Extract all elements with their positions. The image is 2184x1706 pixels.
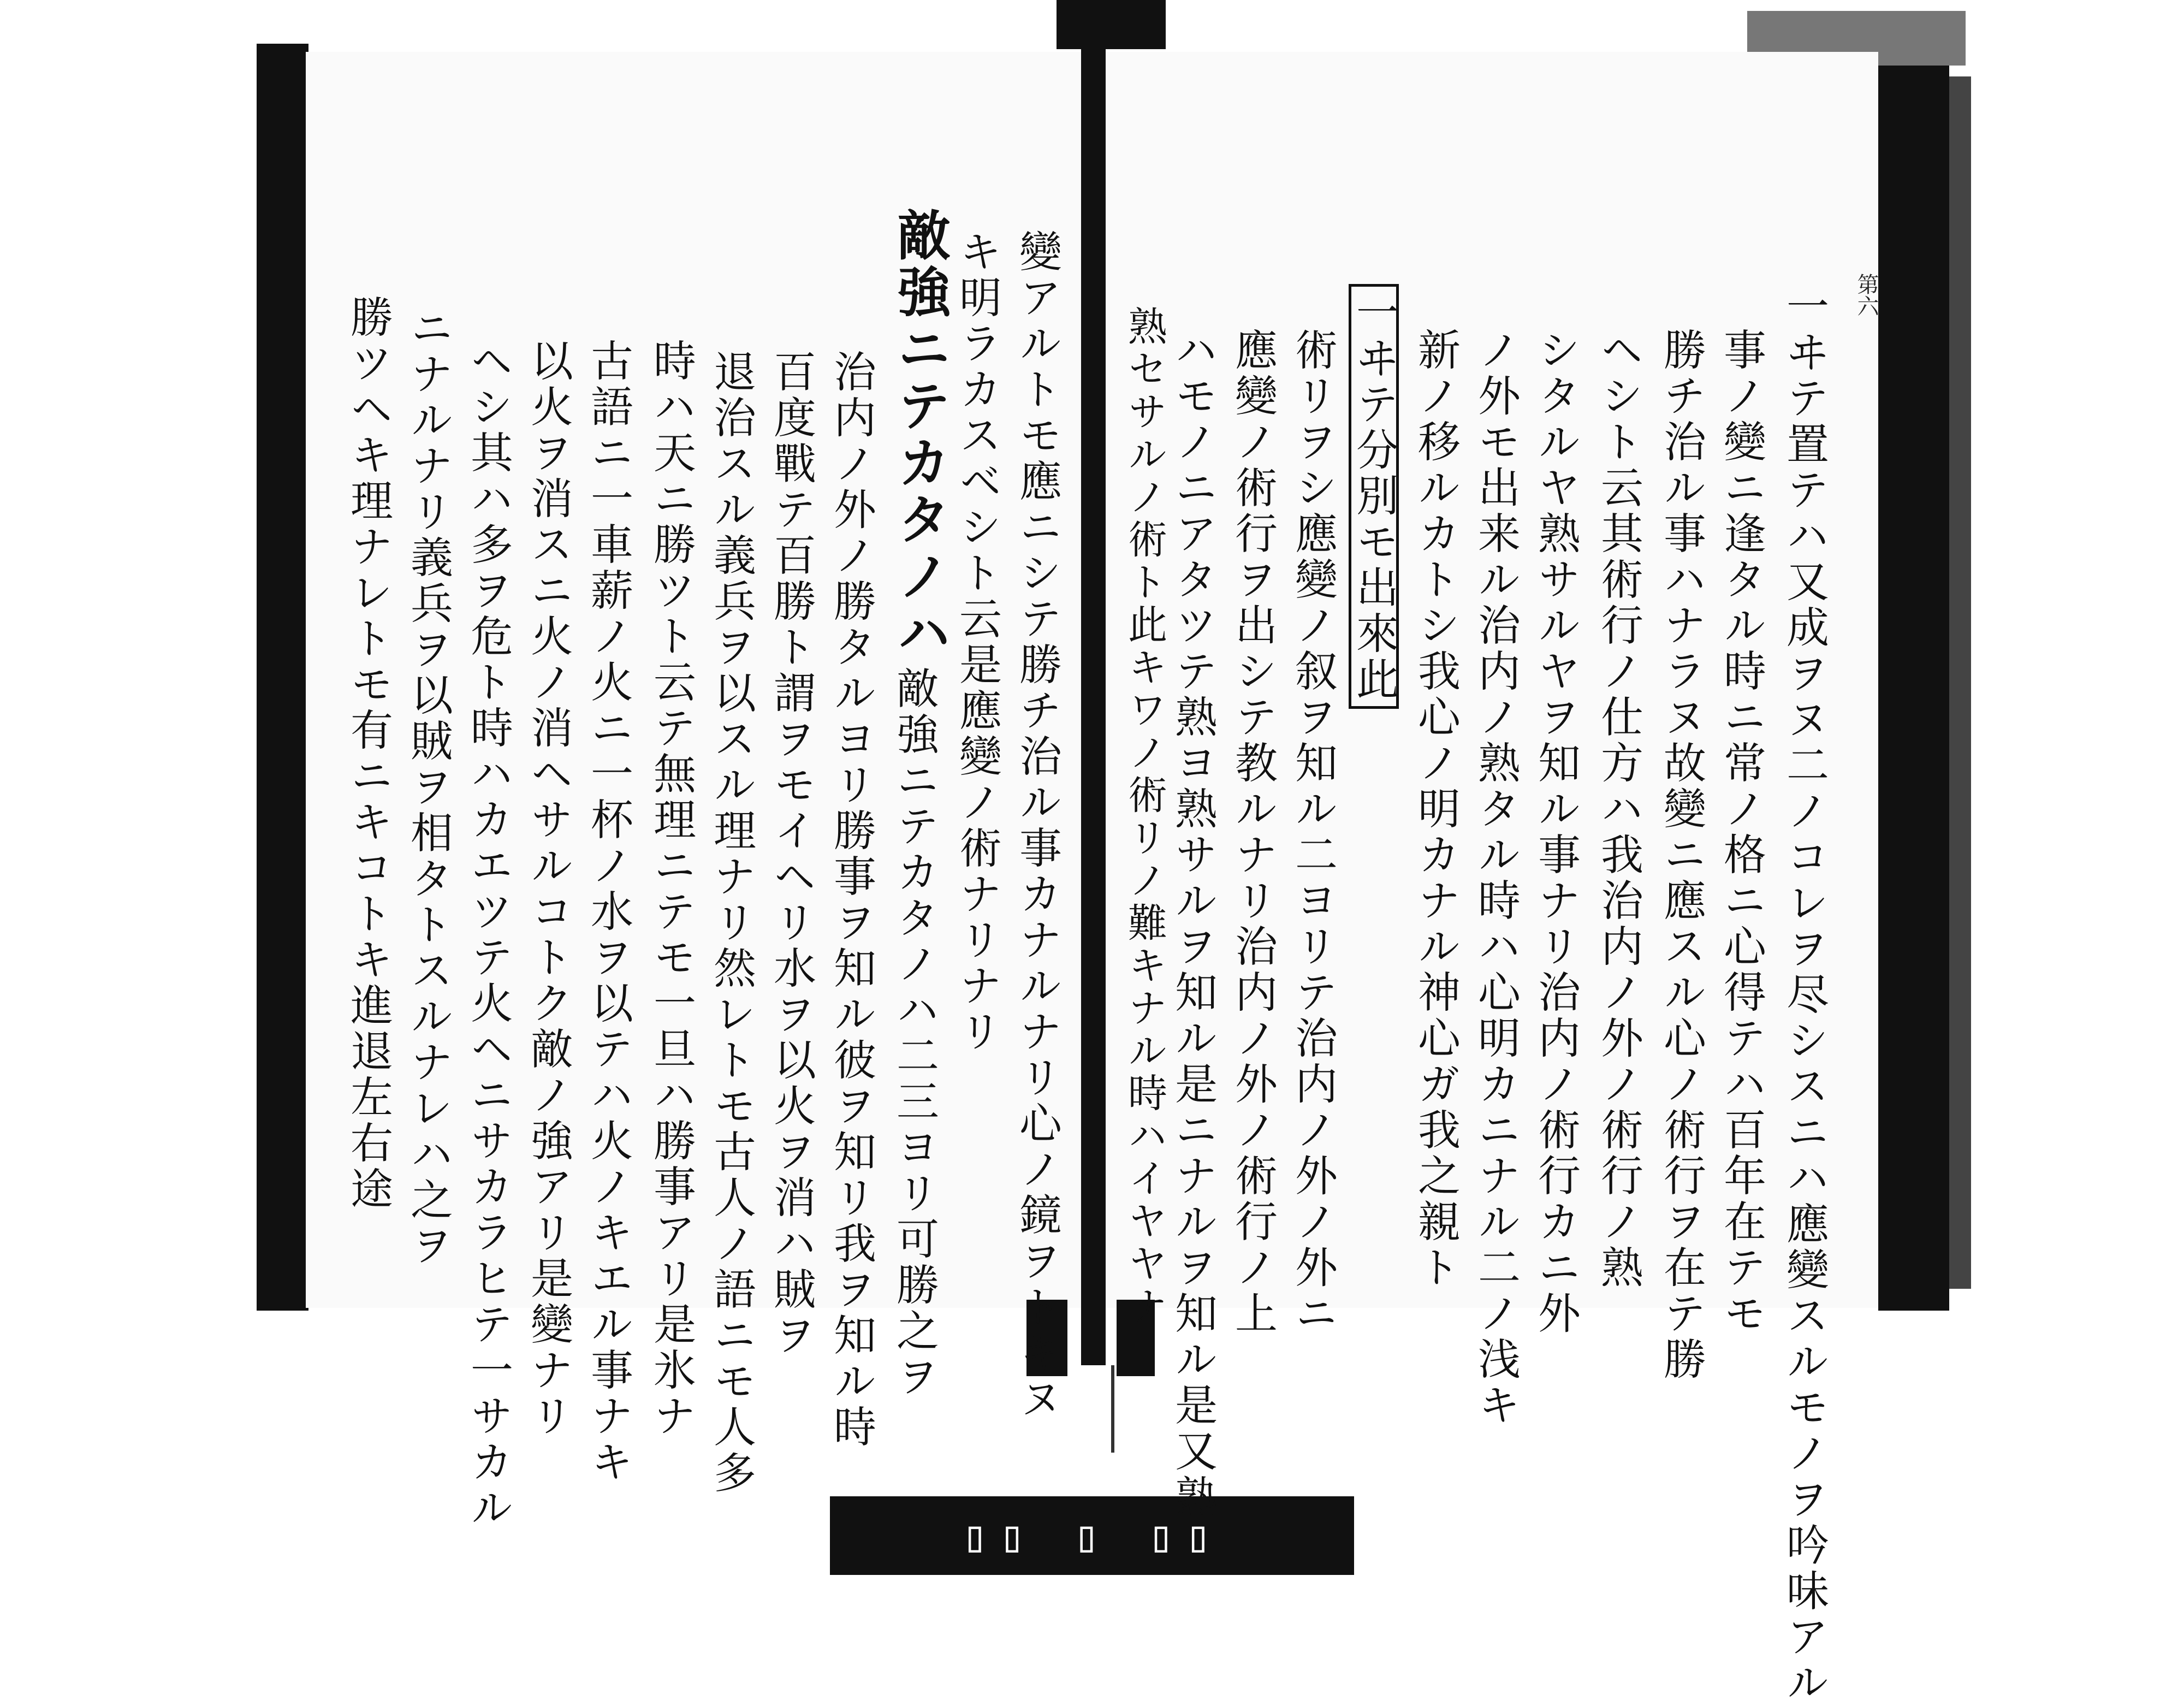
right-boxed-phrase: 一ヰテ分別モ出來此 bbox=[1349, 284, 1399, 709]
left-book-edge bbox=[257, 44, 308, 1311]
right-col-11: 熟セサルノ術ト此キワノ術リノ難キナル時ハイヤヤナ bbox=[1121, 306, 1167, 1328]
left-col-4: 治内ノ外ノ勝タルヨリ勝事ヲ知ル彼ヲ知リ我ヲ知ル時 bbox=[827, 350, 876, 1450]
right-outer-edge bbox=[1949, 76, 1971, 1289]
right-col-10: ハモノニアタツテ熟ヨ熟サルヲ知ル是ニナルヲ知ル是又熟 bbox=[1168, 328, 1217, 1520]
right-col-4: ヘシト云其術行ノ仕方ハ我治内ノ外ノ術行ノ熟 bbox=[1594, 328, 1643, 1291]
left-col-9: 以火ヲ消スニ火ノ消ヘサルコトク敵ノ強アリ是變ナリ bbox=[524, 339, 573, 1440]
right-col-6: ノ外モ出来ル治内ノ熟タル時ハ心明カニナル二ノ浅キ bbox=[1471, 328, 1520, 1429]
left-col-11: ニナルナリ義兵ヲ以賊ヲ相タトスルナレハ之ヲ bbox=[403, 306, 453, 1269]
left-col-2: キ明ラカスベシト云是應變ノ術ナリナリ bbox=[952, 229, 1001, 1055]
top-binding-clip bbox=[1057, 0, 1166, 49]
left-col-12: 勝ツヘキ理ナレトモ有ニキコトキ進退左右途 bbox=[343, 295, 393, 1212]
binding-string bbox=[1111, 1365, 1114, 1453]
left-col-8: 古語ニ一車薪ノ火ニ一杯ノ水ヲ以テハ火ノキエル事ナキ bbox=[584, 339, 633, 1485]
call-number-text: ▯▯ ▯ ▯▯ bbox=[962, 1510, 1222, 1561]
right-col-1: 一ヰテ置テハ又成ヲヌ二ノコレヲ尽シスニハ應變スルモノヲ吟味アル bbox=[1779, 284, 1829, 1706]
left-col-10: ヘシ其ハ多ヲ危ト時ハカエツテ火ヘニサカラヒテ一サカル bbox=[464, 339, 513, 1531]
right-col-8: 術リヲシ應變ノ叙ヲ知ル二ヨリテ治内ノ外ノ外ニ bbox=[1288, 328, 1337, 1337]
right-col-2: 事ノ變ニ逢タル時ニ常ノ格ニ心得テハ百年在テモ bbox=[1717, 328, 1766, 1337]
right-margin-note: 第六 bbox=[1854, 273, 1879, 317]
left-col-1: 變アルトモ應ニシテ勝チ治ル事カナルナリ心ノ鏡ヲトキヌ bbox=[1012, 229, 1061, 1422]
left-col-6: 退治スル義兵ヲ以スル理ナリ然レトモ古人ノ語ニモ人多 bbox=[707, 350, 756, 1496]
right-book-edge bbox=[1878, 60, 1949, 1311]
left-col-3: 敵強ニテカタノハ二三ヨリ可勝之ヲ bbox=[889, 666, 939, 1400]
book-gutter bbox=[1081, 0, 1106, 1365]
right-col-3: 勝チ治ル事ハナラヌ故變ニ應スル心ノ術行ヲ在テ勝 bbox=[1657, 328, 1706, 1383]
left-heading: 敵強ニテカタノハ bbox=[888, 208, 951, 662]
call-number-label bbox=[830, 1496, 1354, 1575]
right-col-9: 應變ノ術行ヲ出シテ教ルナリ治内ノ外ノ術行ノ上 bbox=[1228, 328, 1277, 1337]
left-col-7: 時ハ天ニ勝ツト云テ無理ニテモ一旦ハ勝事アリ是氷ナ bbox=[646, 339, 696, 1440]
left-col-5: 百度戰テ百勝ト謂ヲモイヘリ水ヲ以火ヲ消ハ賊ヲ bbox=[767, 350, 816, 1359]
right-col-5: シタルヤ熟サルヤヲ知ル事ナリ治内ノ術行カニ外 bbox=[1531, 328, 1580, 1337]
right-col-7: 新ノ移ルカトシ我心ノ明カナル神心ガ我之親ト bbox=[1411, 328, 1460, 1291]
